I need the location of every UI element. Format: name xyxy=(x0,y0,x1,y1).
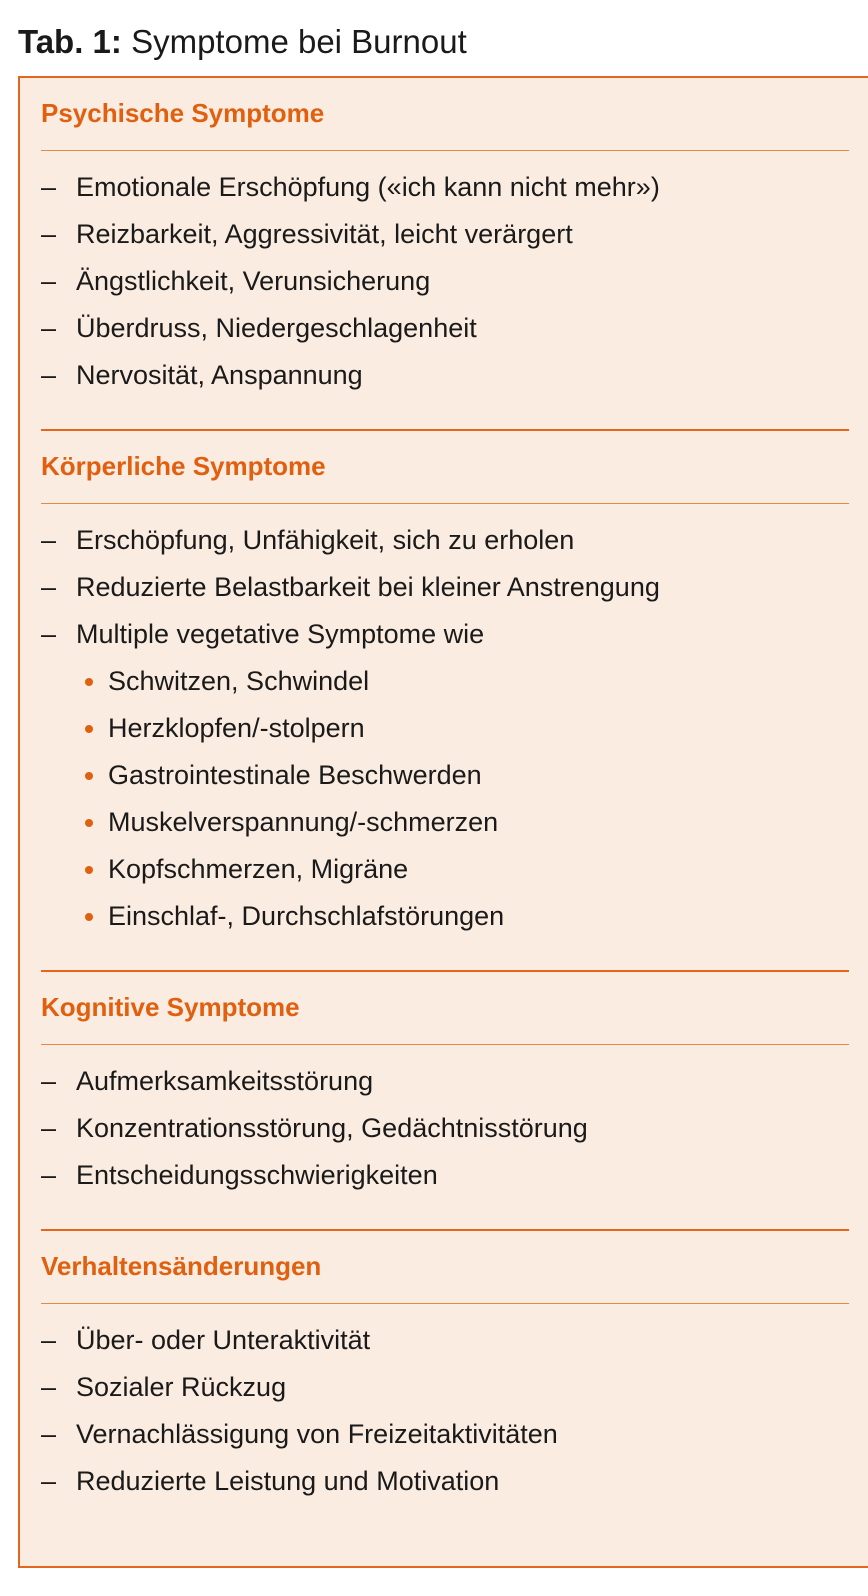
section-heading: Psychische Symptome xyxy=(41,78,849,151)
section xyxy=(41,431,849,940)
dash-bullet-icon: – xyxy=(41,1325,57,1355)
sub-list-item-text: Gastrointestinale Beschwerden xyxy=(108,760,482,790)
list-item xyxy=(41,1411,849,1458)
list-item-text: Emotionale Erschöpfung («ich kann nicht mehr») xyxy=(76,172,660,202)
list-item-text: Über- oder Unteraktivität xyxy=(76,1325,371,1355)
list-item xyxy=(41,258,849,305)
dash-bullet-icon: – xyxy=(41,1466,57,1496)
dash-bullet-icon: – xyxy=(41,266,57,296)
dash-bullet-icon: – xyxy=(41,219,57,249)
list-item xyxy=(41,611,849,658)
list-item xyxy=(41,1105,849,1152)
dash-bullet-icon: – xyxy=(41,1113,57,1143)
sub-list-item xyxy=(41,752,849,799)
sub-list-item-text: Schwitzen, Schwindel xyxy=(108,666,370,696)
section-heading: Verhaltensänderungen xyxy=(41,1231,849,1304)
sub-list-item-text: Muskelverspannung/-schmerzen xyxy=(108,807,499,837)
dash-bullet-icon: – xyxy=(41,1160,57,1190)
list-item-text: Konzentrationsstörung, Gedächtnisstörung xyxy=(76,1113,588,1143)
symptom-list xyxy=(41,1304,849,1505)
list-item xyxy=(41,305,849,352)
orange-bullet-icon xyxy=(85,725,93,733)
dash-bullet-icon: – xyxy=(41,1419,57,1449)
sub-list-item xyxy=(41,705,849,752)
sub-list-item xyxy=(41,799,849,846)
section-heading: Kognitive Symptome xyxy=(41,972,849,1045)
symptom-list xyxy=(41,151,849,399)
list-item-text: Reizbarkeit, Aggressivität, leicht verärgert xyxy=(76,219,573,249)
list-item xyxy=(41,164,849,211)
list-item xyxy=(41,564,849,611)
list-item xyxy=(41,517,849,564)
symptom-list xyxy=(41,1045,849,1199)
dash-bullet-icon: – xyxy=(41,313,57,343)
orange-bullet-icon xyxy=(85,913,93,921)
list-item-text: Aufmerksamkeitsstörung xyxy=(76,1066,374,1096)
list-item-text: Reduzierte Leistung und Motivation xyxy=(76,1466,500,1496)
list-item xyxy=(41,211,849,258)
section xyxy=(41,78,849,399)
list-item xyxy=(41,352,849,399)
sub-list xyxy=(41,658,849,940)
section xyxy=(41,1231,849,1505)
list-item-text: Entscheidungsschwierigkeiten xyxy=(76,1160,438,1190)
orange-bullet-icon xyxy=(85,819,93,827)
orange-bullet-icon xyxy=(85,866,93,874)
symptom-list xyxy=(41,504,849,940)
list-item-text: Nervosität, Anspannung xyxy=(76,360,363,390)
list-item-text: Ängstlichkeit, Verunsicherung xyxy=(76,266,431,296)
dash-bullet-icon: – xyxy=(41,619,57,649)
sub-list-item-text: Kopfschmerzen, Migräne xyxy=(108,854,409,884)
symptom-table-box xyxy=(18,76,868,1568)
list-item xyxy=(41,1364,849,1411)
list-item-text: Erschöpfung, Unfähigkeit, sich zu erholen xyxy=(76,525,575,555)
list-item-text: Sozialer Rückzug xyxy=(76,1372,287,1402)
list-item-text: Multiple vegetative Symptome wie xyxy=(76,619,485,649)
table-title xyxy=(18,22,467,62)
dash-bullet-icon: – xyxy=(41,572,57,602)
orange-bullet-icon xyxy=(85,678,93,686)
dash-bullet-icon: – xyxy=(41,172,57,202)
orange-bullet-icon xyxy=(85,772,93,780)
dash-bullet-icon: – xyxy=(41,525,57,555)
sub-list-item-text: Herzklopfen/-stolpern xyxy=(108,713,365,743)
list-item-text: Vernachlässigung von Freizeitaktivitäten xyxy=(76,1419,558,1449)
list-item-text: Reduzierte Belastbarkeit bei kleiner Anstrengung xyxy=(76,572,660,602)
dash-bullet-icon: – xyxy=(41,1066,57,1096)
sub-list-item xyxy=(41,846,849,893)
sub-list-item xyxy=(41,893,849,940)
section xyxy=(41,972,849,1199)
list-item xyxy=(41,1317,849,1364)
sub-list-item xyxy=(41,658,849,705)
list-item xyxy=(41,1458,849,1505)
list-item xyxy=(41,1058,849,1105)
list-item-text: Überdruss, Niedergeschlagenheit xyxy=(76,313,477,343)
section-heading: Körperliche Symptome xyxy=(41,431,849,504)
table-title-text: Symptome bei Burnout xyxy=(131,23,467,60)
sub-list-item-text: Einschlaf-, Durchschlafstörungen xyxy=(108,901,505,931)
table-label: Tab. 1: xyxy=(18,23,122,60)
dash-bullet-icon: – xyxy=(41,360,57,390)
list-item xyxy=(41,1152,849,1199)
dash-bullet-icon: – xyxy=(41,1372,57,1402)
